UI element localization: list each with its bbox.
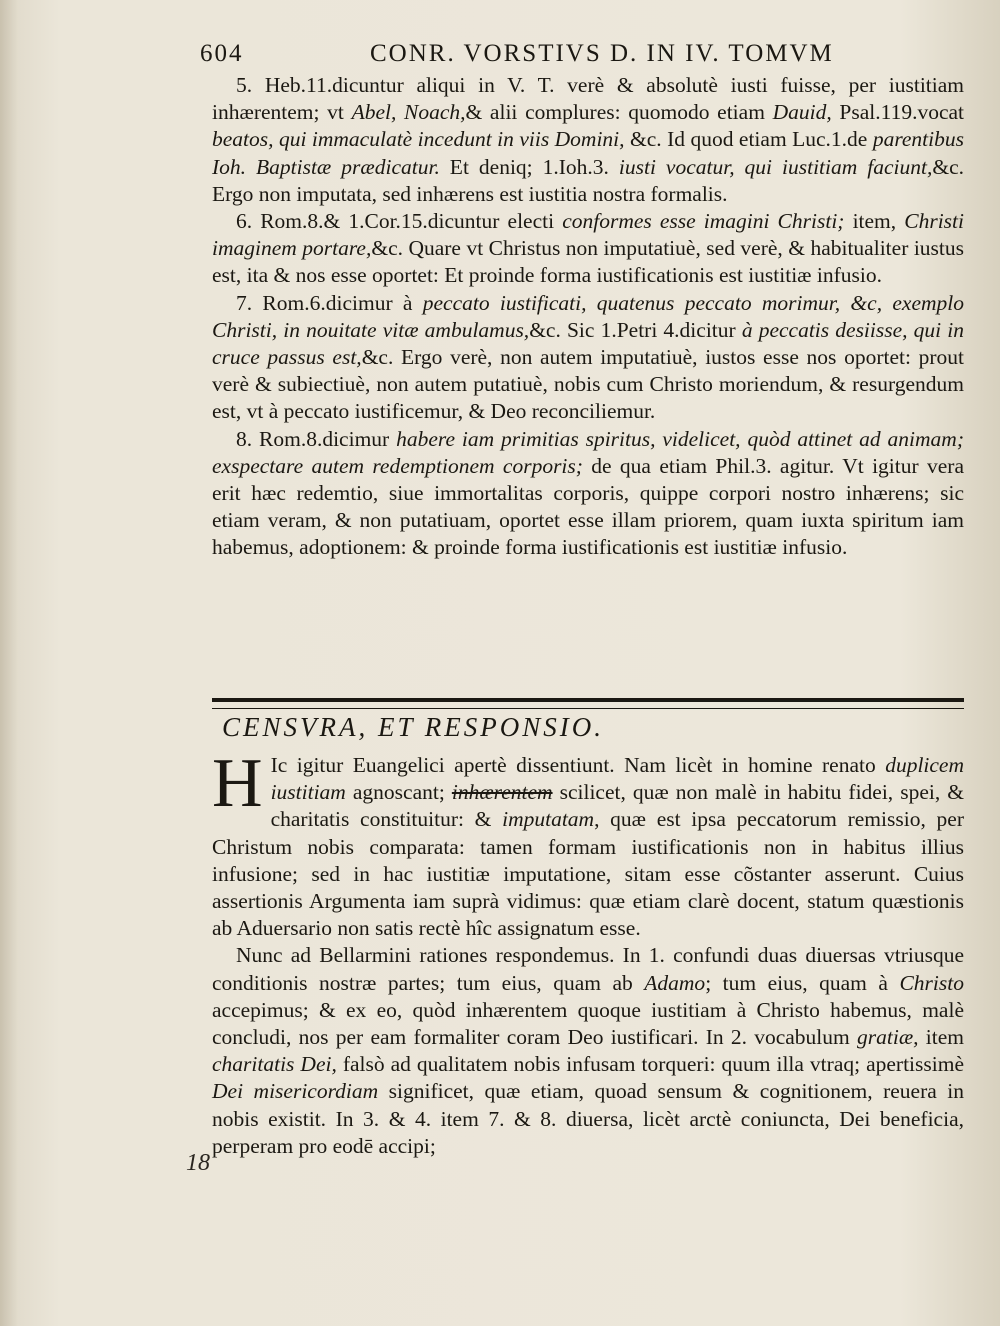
section-divider: [212, 698, 964, 709]
handwritten-margin-note: 18: [186, 1150, 210, 1176]
arguments-block: [212, 72, 964, 562]
running-title: CONR. VORSTIVS D. IN IV. TOMVM: [370, 40, 834, 67]
running-head: [200, 40, 860, 74]
responsio-paragraph: Nunc ad Bellarmini rationes respondemus. In 1. confundi duas diuersas vtriusque conditionis nostræ partes; tum eius, quam ab Adamo; tum eius, quam à Christo accepimus; & ex eo, quòd inhærentem quoque iustitiam à Christo habemus, malè concludi, nos per eam formaliter coram Deo iustificari. In 2. vocabulum gratiæ, item charitatis Dei, falsò ad qualitatem nobis infusam torqueri: quum illa vtraq; apertissimè Dei misericordiam significet, quæ etiam, quoad sensum & cognitionem, reuera in nobis existit. In 3. & 4. item 7. & 8. diuersa, licèt arctè coniuncta, Dei beneficia, perperam pro eodē accipi;: [212, 943, 964, 1158]
argument-5: 5. Heb.11.dicuntur aliqui in V. T. verè & absolutè iusti fuisse, per iustitiam inhærentem; vt Abel, Noach,& alii complures: quomodo etiam Dauid, Psal.119.vocat beatos, qui immaculatè incedunt in viis Domini, &c. Id quod etiam Luc.1.de parentibus Ioh. Baptistæ prædicatur. Et deniq; 1.Ioh.3. iusti vocatur, qui iustitiam faciunt,&c. Ergo non imputata, sed inhærens est iustitia nostra formalis.: [212, 73, 965, 206]
argument-8: 8. Rom.8.dicimur habere iam primitias spiritus, videlicet, quòd attinet ad animam; exspectare autem redemptionem corporis; de qua etiam Phil.3. agitur. Vt igitur vera erit hæc redemtio, siue immortalitas corporis, quippe corpori nostro inhærens; sic etiam veram, & non putatiuam, oportet esse illam priorem, quam iuxta spiritum iam habemus, adoptionem: & proinde forma iustificationis est iustitiæ infusio.: [212, 426, 964, 560]
censura-block: [212, 745, 964, 1160]
section-title: CENSVRA, ET RESPONSIO.: [222, 712, 604, 742]
censura-paragraph: H Ic igitur Euangelici apertè dissentiunt. Nam licèt in homine renato duplicem iustitiam agnoscant; inhærentem scilicet, quæ non malè in habitu fidei, spei, & charitatis constituitur: & imputatam, quæ est ipsa peccatorum remissio, per Christum nobis comparata: tamen formam iustificationis non in habitus illius infusione; sed in hac iustitiæ imputatione, sitam esse cõstanter asserunt. Cuius assertionis Argumenta iam suprà vidimus: quæ etiam clarè docent, statum quæstionis ab Aduersario non satis rectè hîc assignatum esse.: [212, 745, 964, 941]
page-number: 604: [200, 40, 244, 67]
drop-cap: H: [212, 745, 263, 822]
argument-7: 7. Rom.6.dicimur à peccato iustificati, quatenus peccato morimur, &c, exemplo Christi, in nouitate vitæ ambulamus,&c. Sic 1.Petri 4.dicitur à peccatis desiisse, qui in cruce passus est,&c. Ergo verè, non autem imputatiuè, iustos esse nos oportet: prout verè & subiectiuè, non autem putatiuè, nobis cum Christo moriendum, & resurgendum est, vt à peccato iustificemur, & Deo reconciliemur.: [212, 290, 964, 424]
argument-6: 6. Rom.8.& 1.Cor.15.dicuntur electi conformes esse imagini Christi; item, Christi imaginem portare,&c. Quare vt Christus non imputatiuè, sed verè, & habitualiter iustus est, ita & nos esse oportet: Et proinde forma iustificationis est iustitiæ infusio.: [212, 209, 964, 288]
